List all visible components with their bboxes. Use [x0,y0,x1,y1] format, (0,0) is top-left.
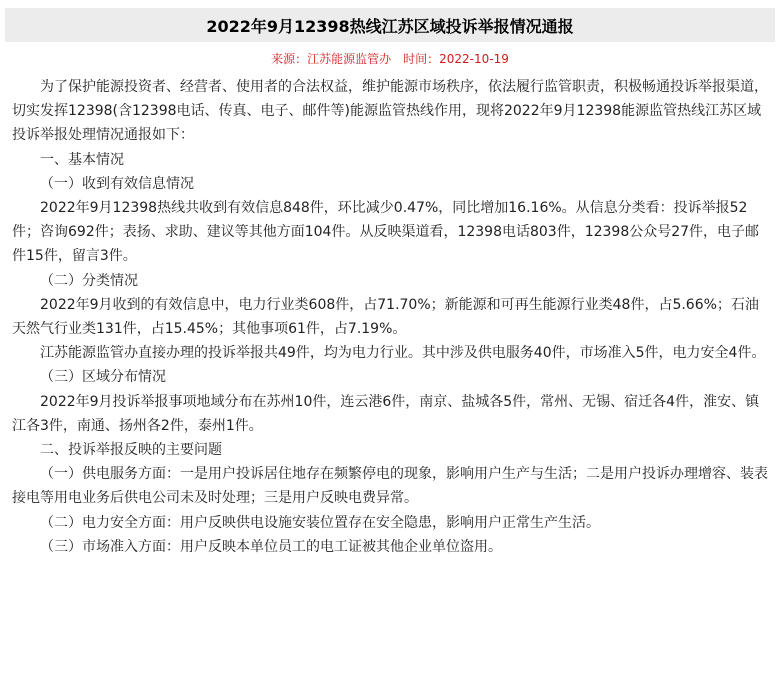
article-body [12,75,768,559]
paragraph-power-safety: （二）电力安全方面：用户反映供电设施安装位置存在安全隐患，影响用户正常生产生活。 [40,514,600,531]
paragraph-direct-handling: 江苏能源监管办直接办理的投诉举报共49件，均为电力行业。其中涉及供电服务40件，市场准入5件，电力安全4件。 [40,345,766,362]
section-heading-basic: 一、基本情况 [40,151,124,168]
article-meta [0,50,780,66]
subsection-heading-region: （三）区域分布情况 [40,369,166,386]
subsection-heading-received: （一）收到有效信息情况 [40,175,194,192]
paragraph-classification: 2022年9月收到的有效信息中，电力行业类608件，占71.70%；新能源和可再生能源行业类48件，占5.66%；石油天然气行业类131件，占15.45%；其他事项61件，占7.19%。 [12,296,759,338]
paragraph-region: 2022年9月投诉举报事项地域分布在苏州10件，连云港6件，南京、盐城各5件，常州、无锡、宿迁各4件，淮安、镇江各3件，南通、扬州各2件，泰州1件。 [12,393,760,434]
article-source: 来源：江苏能源监管办 [271,52,392,66]
section-heading-issues: 二、投诉举报反映的主要问题 [40,442,222,459]
paragraph-power-service: （一）供电服务方面：一是用户投诉居住地存在频繁停电的现象，影响用户生产与生活；二是用户投诉办理增容、装表接电等用电业务后供电公司未及时处理；三是用户反映电费异常。 [12,466,768,507]
article-time: 时间：2022-10-19 [403,52,509,66]
article-title: 2022年9月12398热线江苏区域投诉举报情况通报 [206,16,574,36]
subsection-heading-classification: （二）分类情况 [40,272,138,289]
paragraph-received: 2022年9月12398热线共收到有效信息848件，环比减少0.47%，同比增加16.16%。从信息分类看：投诉举报52件；咨询692件；表扬、求助、建议等其他方面104件。从反映渠道看，12398电话803件，12398公众号27件，电子邮件15件，留言3件。 [12,200,760,265]
article-title-bar [5,8,775,42]
paragraph-intro: 为了保护能源投资者、经营者、使用者的合法权益，维护能源市场秩序，依法履行监管职责，积极畅通投诉举报渠道，切实发挥12398(含12398电话、传真、电子、邮件等)能源监管热线作用，现将2022年9月12398能源监管热线江苏区域投诉举报处理情况通报如下： [12,79,768,144]
paragraph-market-access: （三）市场准入方面：用户反映本单位员工的电工证被其他企业单位盗用。 [40,538,502,555]
